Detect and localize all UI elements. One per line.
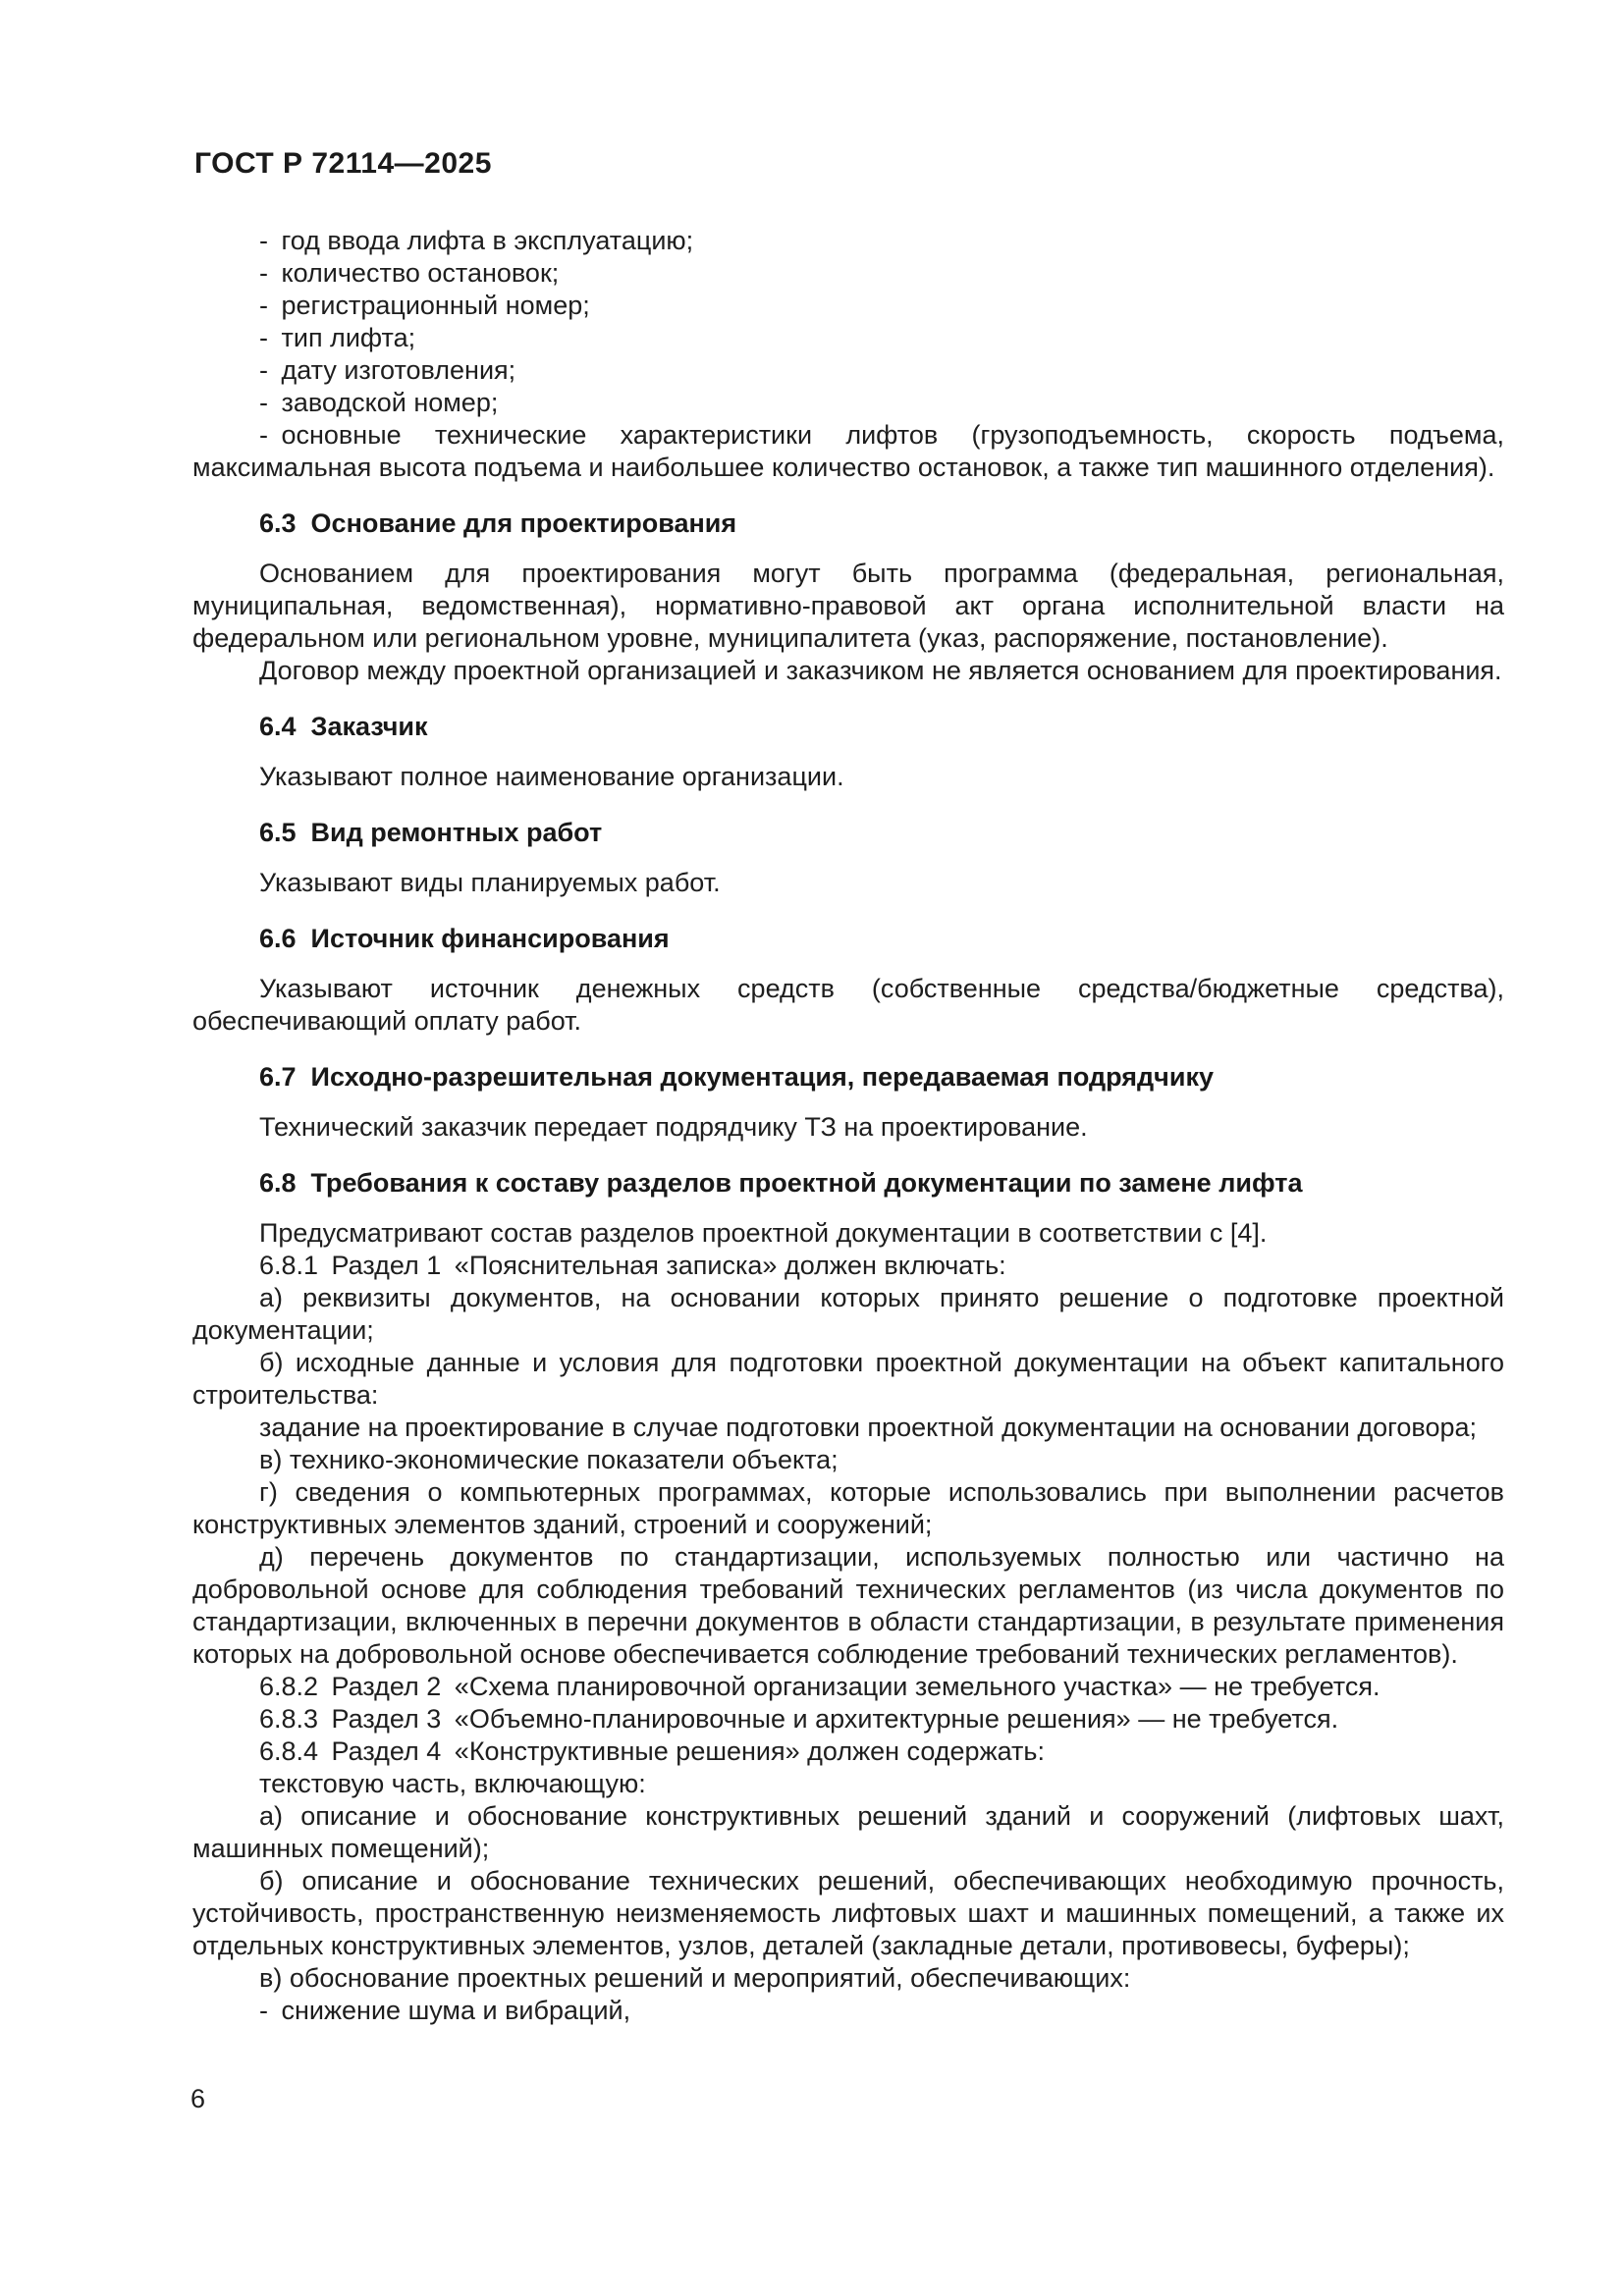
paragraph: - основные технические характеристики лифтов (грузоподъемность, скорость подъема, максимальная высота подъема и наибольшее количество остановок, а также тип машинного отделения). bbox=[192, 420, 1504, 482]
paragraph: Предусматривают состав разделов проектной документации в соответствии с [4]. bbox=[259, 1218, 1268, 1248]
paragraph: Основанием для проектирования могут быть программа (федеральная, региональная, муниципальная, ведомственная), нормативно-правовой акт органа исполнительной власти на федеральном или региональном уровне, муниципалитета (указ, распоряжение, постановление). bbox=[192, 559, 1504, 653]
section-title: Исходно-разрешительная документация, передаваемая подрядчику bbox=[310, 1062, 1214, 1092]
list-item: - регистрационный номер; bbox=[259, 291, 590, 320]
section-heading bbox=[192, 711, 1504, 743]
section-heading bbox=[192, 1167, 1504, 1200]
document-body bbox=[192, 225, 1504, 2027]
list-item: - заводской номер; bbox=[259, 388, 499, 417]
section-heading bbox=[192, 507, 1504, 540]
paragraph: в) технико-экономические показатели объекта; bbox=[259, 1445, 839, 1474]
page-number: 6 bbox=[190, 2084, 206, 2113]
paragraph: в) обоснование проектных решений и мероприятий, обеспечивающих: bbox=[259, 1963, 1131, 1993]
section-number: 6.4 bbox=[259, 712, 297, 741]
section-title: Заказчик bbox=[310, 712, 428, 741]
paragraph: 6.8.3 Раздел 3 «Объемно-планировочные и архитектурные решения» — не требуется. bbox=[259, 1704, 1339, 1734]
document-code-header: ГОСТ Р 72114—2025 bbox=[194, 147, 492, 180]
section-title: Требования к составу разделов проектной документации по замене лифта bbox=[310, 1168, 1303, 1198]
paragraph: Договор между проектной организацией и заказчиком не является основанием для проектирования. bbox=[259, 656, 1502, 685]
section-number: 6.8 bbox=[259, 1168, 297, 1198]
list-item: - год ввода лифта в эксплуатацию; bbox=[259, 226, 694, 255]
paragraph: д) перечень документов по стандартизации, используемых полностью или частично на добровольной основе для соблюдения требований технических регламентов (из числа документов по стандартизации, включенных в перечни документов в области стандартизации, в результате применения которых на добровольной основе обеспечивается соблюдение требований технических регламентов). bbox=[192, 1542, 1504, 1669]
list-item: - количество остановок; bbox=[259, 258, 560, 288]
list-item: - дату изготовления; bbox=[259, 355, 516, 385]
section-number: 6.7 bbox=[259, 1062, 297, 1092]
section-title: Источник финансирования bbox=[310, 924, 670, 953]
paragraph: б) исходные данные и условия для подготовки проектной документации на объект капитального строительства: bbox=[192, 1348, 1504, 1410]
paragraph: текстовую часть, включающую: bbox=[259, 1769, 646, 1798]
paragraph: а) реквизиты документов, на основании которых принято решение о подготовке проектной документации; bbox=[192, 1283, 1504, 1345]
paragraph: Технический заказчик передает подрядчику ТЗ на проектирование. bbox=[259, 1112, 1088, 1142]
section-heading bbox=[192, 817, 1504, 849]
paragraph: 6.8.2 Раздел 2 «Схема планировочной организации земельного участка» — не требуется. bbox=[259, 1672, 1380, 1701]
paragraph: Указывают источник денежных средств (собственные средства/бюджетные средства), обеспечивающий оплату работ. bbox=[192, 974, 1504, 1036]
list-item: - тип лифта; bbox=[259, 323, 416, 352]
section-heading bbox=[192, 1061, 1504, 1094]
paragraph: г) сведения о компьютерных программах, которые использовались при выполнении расчетов конструктивных элементов зданий, строений и сооружений; bbox=[192, 1477, 1504, 1539]
section-number: 6.3 bbox=[259, 508, 297, 538]
paragraph: 6.8.1 Раздел 1 «Пояснительная записка» должен включать: bbox=[259, 1251, 1006, 1280]
section-number: 6.5 bbox=[259, 818, 297, 847]
paragraph: задание на проектирование в случае подготовки проектной документации на основании договора; bbox=[259, 1413, 1478, 1442]
paragraph: Указывают виды планируемых работ. bbox=[259, 868, 721, 897]
section-number: 6.6 bbox=[259, 924, 297, 953]
paragraph: б) описание и обоснование технических решений, обеспечивающих необходимую прочность, устойчивость, пространственную неизменяемость лифтовых шахт и машинных помещений, а также их отдельных конструктивных элементов, узлов, деталей (закладные детали, противовесы, буферы); bbox=[192, 1866, 1504, 1960]
paragraph: Указывают полное наименование организации. bbox=[259, 762, 844, 791]
section-title: Вид ремонтных работ bbox=[310, 818, 603, 847]
paragraph: 6.8.4 Раздел 4 «Конструктивные решения» должен содержать: bbox=[259, 1736, 1045, 1766]
paragraph: а) описание и обоснование конструктивных решений зданий и сооружений (лифтовых шахт, машинных помещений); bbox=[192, 1801, 1504, 1863]
section-heading bbox=[192, 923, 1504, 955]
section-title: Основание для проектирования bbox=[310, 508, 737, 538]
list-item: - снижение шума и вибраций, bbox=[259, 1996, 631, 2025]
